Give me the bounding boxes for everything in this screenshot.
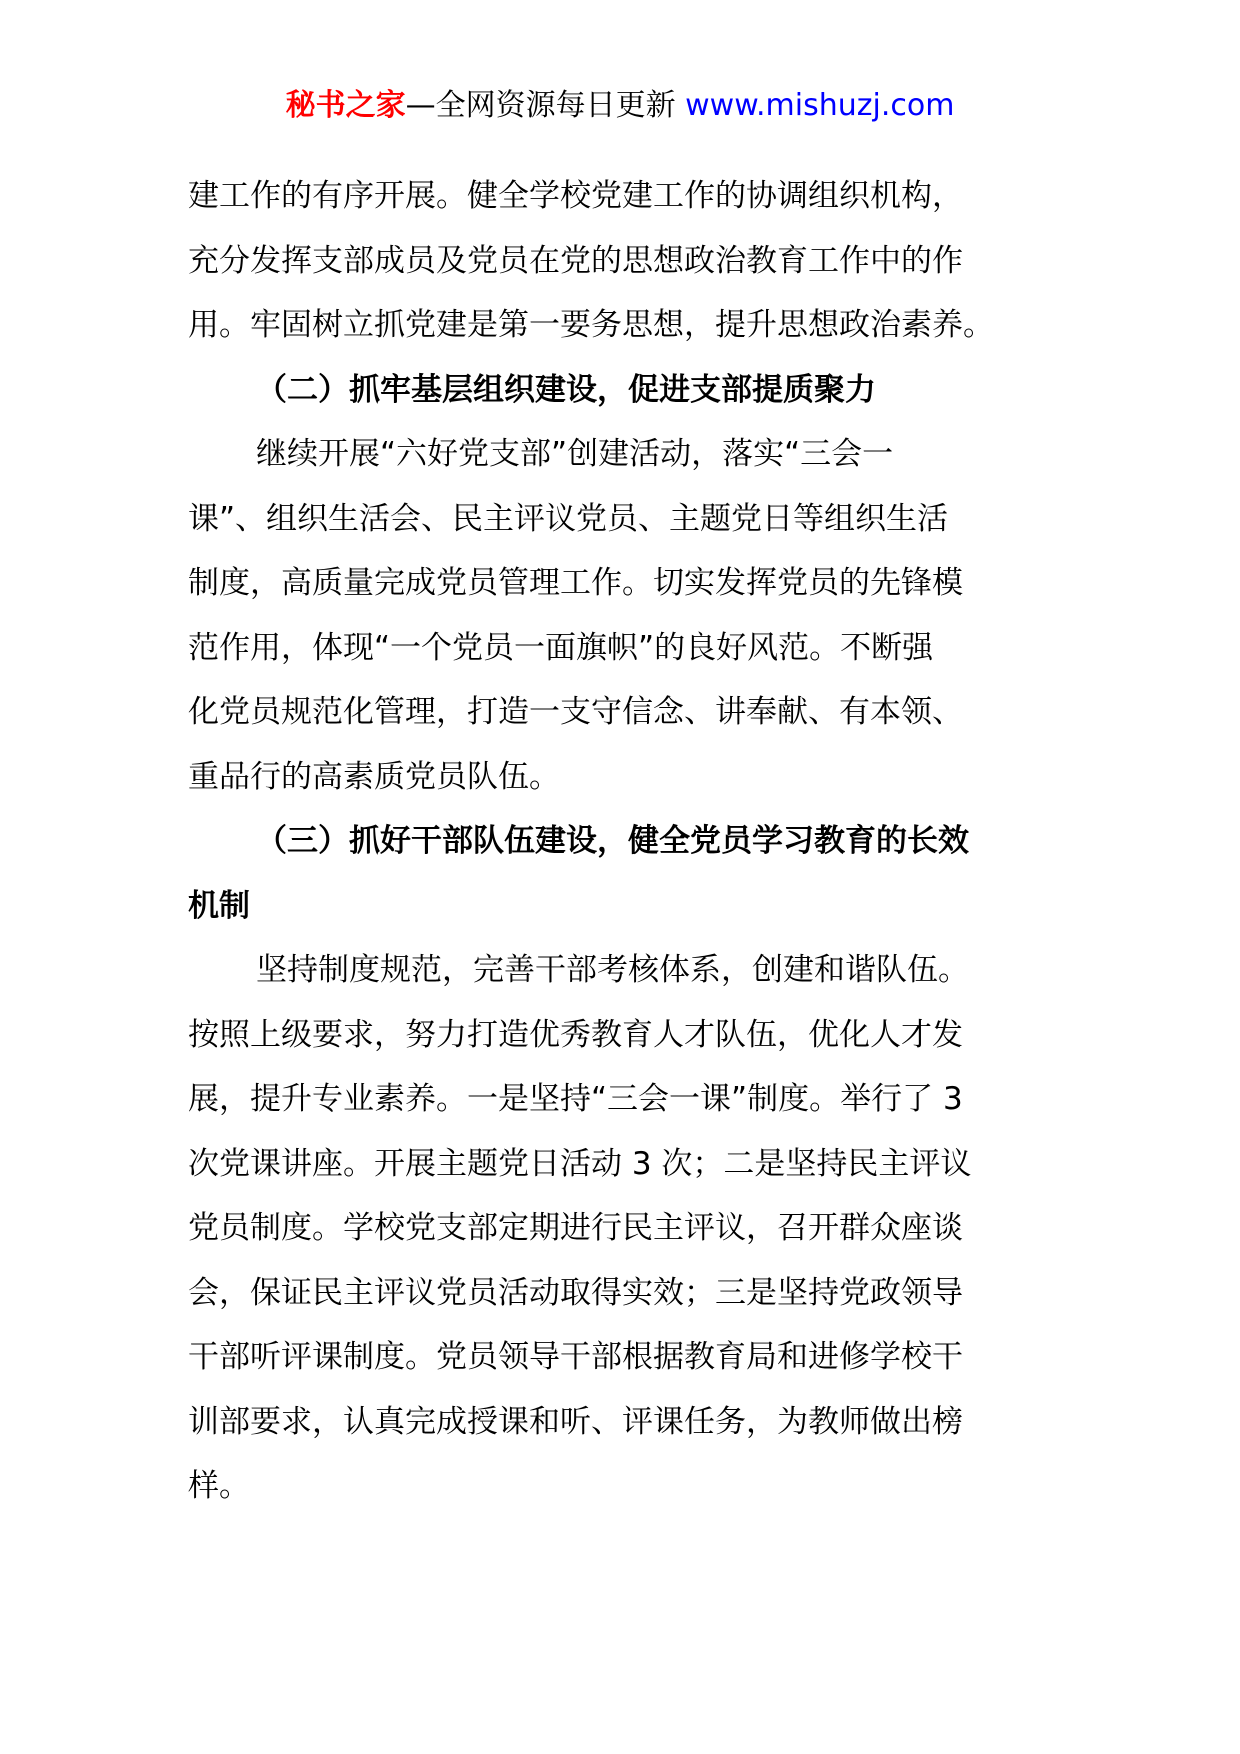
body-line: 化党员规范化管理，打造一支守信念、讲奉献、有本领、: [188, 694, 963, 730]
body-line: 重品行的高素质党员队伍。: [188, 758, 560, 795]
body-line: 展，提升专业素养。一是坚持“三会一课”制度。举行了 3: [188, 1081, 963, 1117]
body-line: 按照上级要求，努力打造优秀教育人才队伍，优化人才发: [188, 1016, 963, 1053]
site-header: [0, 84, 1240, 128]
body-line: 次党课讲座。开展主题党日活动 3 次；二是坚持民主评议: [188, 1145, 972, 1182]
body-line: 充分发挥支部成员及党员在党的思想政治教育工作中的作: [188, 242, 963, 279]
body-line: 会，保证民主评议党员活动取得实效；三是坚持党政领导: [188, 1274, 963, 1311]
body-line: 建工作的有序开展。健全学校党建工作的协调组织机构，: [188, 178, 963, 214]
section-heading-3: （三）抓好干部队伍建设，健全党员学习教育的长效: [256, 823, 969, 859]
section-heading-3-cont: 机制: [188, 887, 250, 924]
body-line: 党员制度。学校党支部定期进行民主评议，召开群众座谈: [188, 1210, 963, 1246]
document-body: [188, 164, 1058, 1519]
site-slogan: —全网资源每日更新: [405, 88, 686, 123]
site-brand: 秘书之家: [285, 88, 406, 123]
body-line: 制度，高质量完成党员管理工作。切实发挥党员的先锋模: [188, 565, 963, 601]
paragraph-first-line: 坚持制度规范，完善干部考核体系，创建和谐队伍。: [256, 952, 969, 988]
site-url-link[interactable]: www.mishuzj.com: [685, 88, 955, 123]
paragraph-first-line: 继续开展“六好党支部”创建活动，落实“三会一: [256, 436, 894, 472]
body-line: 用。牢固树立抓党建是第一要务思想，提升思想政治素养。: [188, 307, 994, 343]
body-line: 干部听评课制度。党员领导干部根据教育局和进修学校干: [188, 1339, 963, 1375]
body-line: 范作用，体现“一个党员一面旗帜”的良好风范。不断强: [188, 629, 934, 666]
body-line: 样。: [188, 1468, 250, 1504]
section-heading-2: （二）抓牢基层组织建设，促进支部提质聚力: [256, 371, 876, 408]
body-line: 课”、组织生活会、民主评议党员、主题党日等组织生活: [188, 500, 949, 537]
body-line: 训部要求，认真完成授课和听、评课任务，为教师做出榜: [188, 1403, 963, 1440]
